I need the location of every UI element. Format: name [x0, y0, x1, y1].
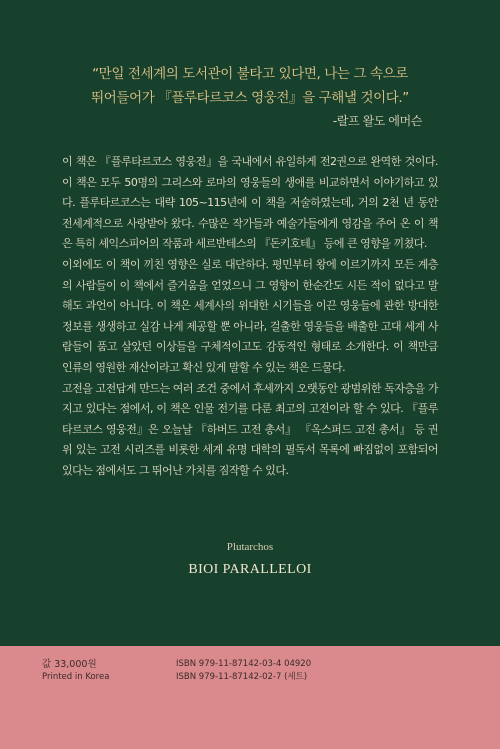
- printed-in-label: Printed in Korea: [42, 672, 110, 682]
- epigraph-quote: [40, 62, 460, 132]
- description-paragraph-3: 고전을 고전답게 만드는 여러 조건 중에서 후세까지 오랫동안 광범위한 독자층을 가지고 있다는 점에서, 이 책은 인물 전기를 다룬 최고의 고전이라 할 수 있다. 『플루타르코스 영웅전』은 오늘날 『하버드 고전 총서』 『옥스퍼드 고전 총서』 등 권위 있는 고전 시리즈를 비롯한 세계 유명 대학의 필독서 목록에 빠짐없이 포함되어 있다는 점에서도 그 뛰어난 가치를 짐작할 수 있다.: [62, 381, 438, 477]
- author-name-latin: Plutarchos: [226, 541, 274, 553]
- quote-attribution: -랄프 왈도 에머슨: [332, 114, 422, 128]
- description-paragraph-1: 이 책은 『플루타르코스 영웅전』을 국내에서 유일하게 전2권으로 완역한 것이다. 이 책은 모두 50명의 그리스와 로마의 영웅들의 생애를 비교하면서 이야기하고 있다. 플루타르코스는 대략 105~115년에 이 책을 저술하였는데, 거의 2천 년 동안 전세계적으로 사랑받아 왔다. 수많은 작가들과 예술가들에게 영감을 주어 온 이 책은 특히 셰익스피어의 작품과 세르반테스의 『돈키호테』 등에 큰 영향을 끼쳤다.: [62, 155, 438, 251]
- quote-line-1: “만일 전세계의 도서관이 불타고 있다면, 나는 그 속으로: [92, 66, 408, 82]
- quote-line-2: 뛰어들어가 『플루타르코스 영웅전』을 구해낼 것이다.”: [91, 90, 409, 106]
- price-block: [42, 658, 109, 684]
- book-title-latin: BIOI PARALLELOI: [188, 562, 312, 577]
- price-label: 값 33,000원: [42, 659, 97, 670]
- isbn-line-1: ISBN 979-11-87142-03-4 04920: [176, 659, 312, 669]
- isbn-block: [176, 658, 311, 684]
- description-paragraph-2: 이외에도 이 책이 끼친 영향은 실로 대단하다. 평민부터 왕에 이르기까지 모든 계층의 사람들이 이 책에서 즐거움을 얻었으니 그 영향이 한순간도 시든 적이 없다고 말해도 과언이 아니다. 이 책은 세계사의 위대한 시기들을 이끈 영웅들에 관한 방대한 정보를 생생하고 실감 나게 제공할 뿐 아니라, 걸출한 영웅들을 배출한 고대 세계 사람들이 품고 살았던 이상들을 구체적이고도 감동적인 형태로 소개한다. 이 책만큼 인류의 영원한 재산이라고 확신 있게 말할 수 있는 책은 드물다.: [62, 257, 438, 374]
- isbn-line-2: ISBN 979-11-87142-02-7 (세트): [176, 672, 308, 682]
- book-description: [62, 152, 438, 482]
